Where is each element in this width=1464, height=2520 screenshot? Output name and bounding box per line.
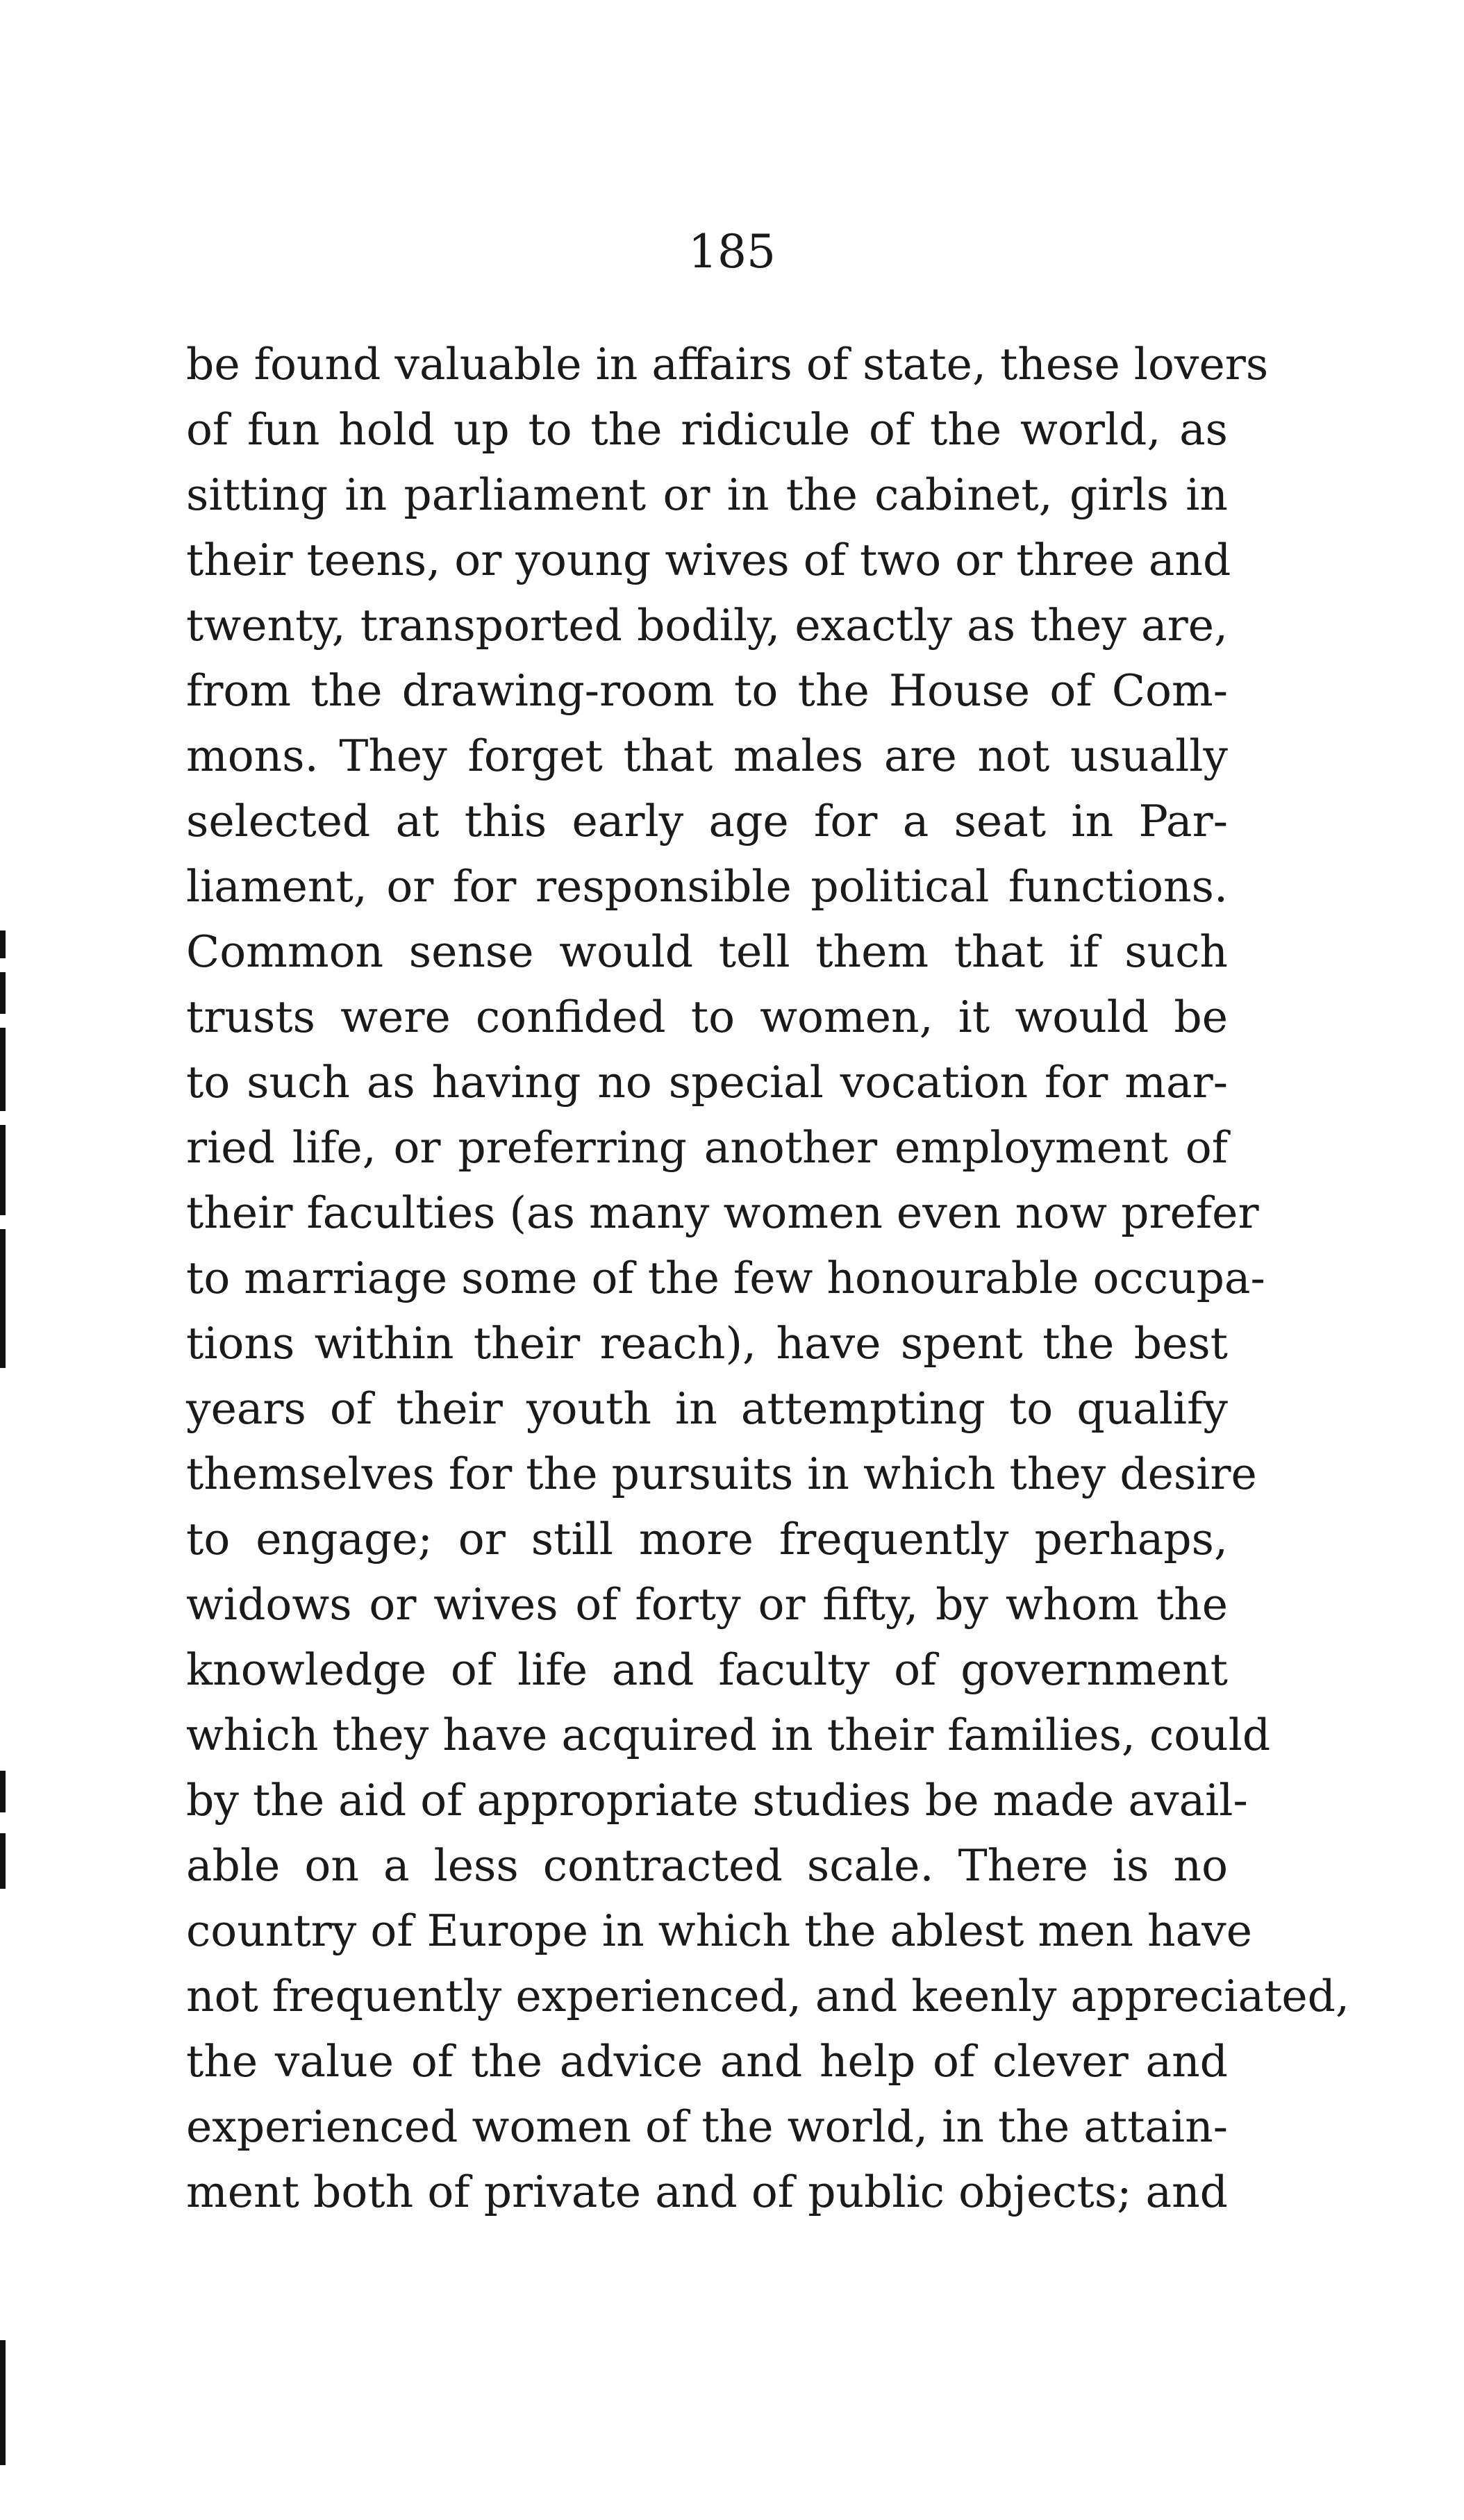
text-line: be found valuable in affairs of state, these lovers <box>186 339 1269 390</box>
text-line: ried life, or preferring another employment of <box>186 1122 1228 1173</box>
scan-edge-mark <box>0 1125 6 1215</box>
page-number: 185 <box>688 225 776 278</box>
text-line: ment both of private and of public objects; and <box>186 2167 1228 2217</box>
text-line: mons. They forget that males are not usually <box>186 731 1228 781</box>
scan-edge-mark <box>0 1229 6 1368</box>
text-line: liament, or for responsible political functions. <box>186 861 1228 912</box>
text-line: the value of the advice and help of clever and <box>186 2036 1228 2087</box>
text-line: twenty, transported bodily, exactly as they are, <box>186 600 1228 651</box>
scan-edge-mark <box>0 931 6 958</box>
text-line: experienced women of the world, in the attain- <box>186 2101 1228 2152</box>
text-line: which they have acquired in their families, could <box>186 1710 1271 1760</box>
body-text <box>186 332 1350 2225</box>
text-line: able on a less contracted scale. There is no <box>186 1840 1228 1891</box>
text-line: Common sense would tell them that if such <box>186 926 1228 977</box>
text-line: their faculties (as many women even now prefer <box>186 1187 1259 1238</box>
text-line: tions within their reach), have spent the best <box>186 1318 1228 1369</box>
text-line: by the aid of appropriate studies be made avail- <box>186 1775 1248 1826</box>
text-line: from the drawing-room to the House of Com- <box>186 665 1228 716</box>
text-line: to marriage some of the few honourable occupa- <box>186 1253 1265 1303</box>
text-line: sitting in parliament or in the cabinet, girls in <box>186 469 1228 520</box>
text-line: selected at this early age for a seat in Par- <box>186 796 1228 846</box>
text-line: not frequently experienced, and keenly appreciated, <box>186 1971 1350 2021</box>
text-line: years of their youth in attempting to qualify <box>186 1383 1228 1434</box>
text-line: widows or wives of forty or fifty, by whom the <box>186 1579 1228 1630</box>
scan-edge-mark <box>0 1028 6 1111</box>
scan-edge-mark <box>0 972 6 1014</box>
text-line: their teens, or young wives of two or three and <box>186 535 1231 585</box>
scan-edge-mark <box>0 1771 6 1812</box>
text-line: country of Europe in which the ablest men have <box>186 1905 1253 1956</box>
text-line: knowledge of life and faculty of government <box>186 1644 1228 1695</box>
text-line: trusts were confided to women, it would be <box>186 992 1228 1042</box>
text-line: to engage; or still more frequently perhaps, <box>186 1514 1228 1564</box>
text-line: themselves for the pursuits in which they desire <box>186 1449 1257 1499</box>
text-line: of fun hold up to the ridicule of the world, as <box>186 404 1228 455</box>
text-line: to such as having no special vocation for mar- <box>186 1057 1228 1108</box>
scan-edge-mark <box>0 2340 6 2465</box>
scan-edge-mark <box>0 1833 6 1889</box>
